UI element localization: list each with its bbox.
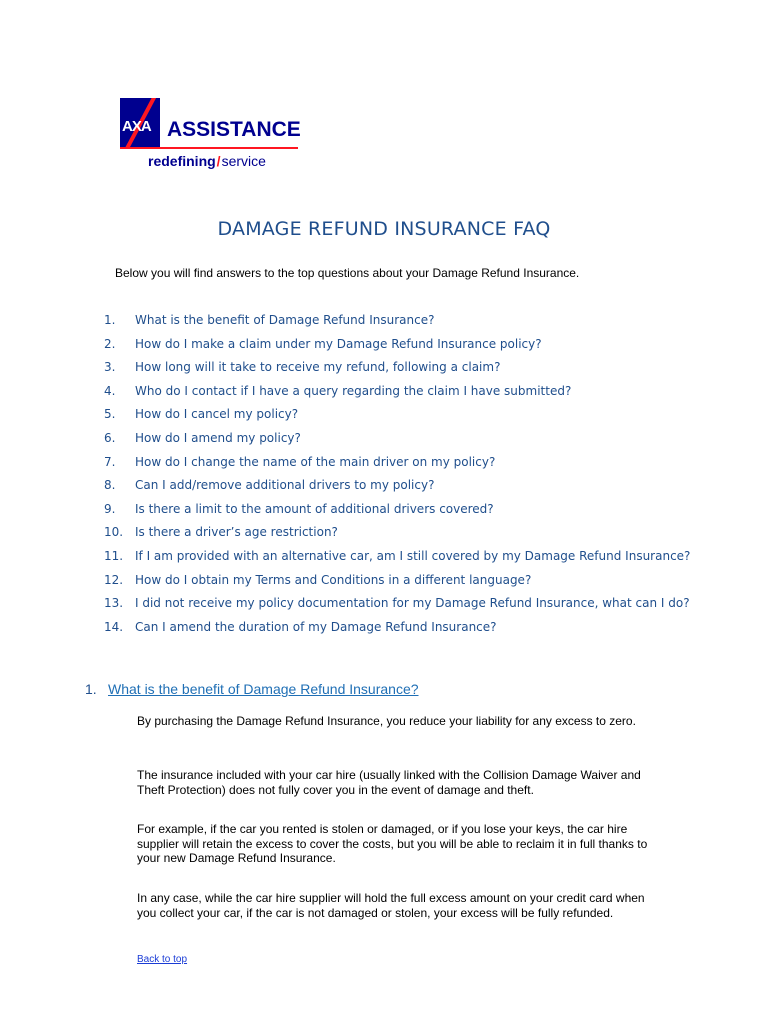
toc-item[interactable] <box>104 429 690 453</box>
toc-item[interactable] <box>104 571 690 595</box>
toc-item[interactable] <box>104 500 690 524</box>
toc-number: 11. <box>104 548 124 563</box>
axa-assistance-logo <box>120 98 300 173</box>
toc-number: 8. <box>104 478 116 493</box>
page-title: DAMAGE REFUND INSURANCE FAQ <box>217 218 551 240</box>
toc-number: 1. <box>104 313 116 327</box>
axa-logo-text: AXA <box>122 118 151 135</box>
toc-item[interactable] <box>104 618 690 642</box>
toc-question[interactable]: Is there a limit to the amount of additional drivers covered? <box>135 501 494 516</box>
toc-item[interactable] <box>104 594 690 618</box>
toc-item[interactable] <box>104 453 690 477</box>
answer-paragraph: In any case, while the car hire supplier will hold the full excess amount on your credit card when you collect your car, if the car is not damaged or stolen, your excess will be fully refunded. <box>137 891 645 920</box>
toc-number: 12. <box>104 572 124 587</box>
toc-question[interactable]: What is the benefit of Damage Refund Insurance? <box>135 313 435 327</box>
toc-number: 4. <box>104 383 116 398</box>
toc-question[interactable]: If I am provided with an alternative car, am I still covered by my Damage Refund Insurance? <box>135 548 691 563</box>
section-1-heading <box>85 681 419 697</box>
toc-number: 14. <box>104 619 124 634</box>
logo-divider <box>120 147 298 149</box>
toc-item[interactable] <box>104 523 690 547</box>
answer-paragraph: By purchasing the Damage Refund Insurance, you reduce your liability for any excess to zero. <box>137 714 636 728</box>
answer-paragraph: For example, if the car you rented is stolen or damaged, or if you lose your keys, the car hire supplier will retain the excess to cover the costs, but you will be able to reclaim it in full thanks to your new Damage Refund Insurance. <box>137 822 648 865</box>
toc-number: 13. <box>104 596 124 611</box>
intro-text: Below you will find answers to the top questions about your Damage Refund Insurance. <box>115 266 580 280</box>
faq-toc <box>104 311 690 641</box>
toc-question[interactable]: Who do I contact if I have a query regarding the claim I have submitted? <box>135 383 572 398</box>
toc-question[interactable]: Can I amend the duration of my Damage Refund Insurance? <box>135 619 497 634</box>
toc-item[interactable] <box>104 405 690 429</box>
back-to-top-link[interactable]: Back to top <box>137 954 188 965</box>
toc-item[interactable] <box>104 382 690 406</box>
toc-question[interactable]: How do I amend my policy? <box>135 430 301 445</box>
toc-number: 6. <box>104 430 116 445</box>
toc-item[interactable] <box>104 547 690 571</box>
toc-question[interactable]: How do I obtain my Terms and Conditions in a different language? <box>135 572 532 587</box>
toc-number: 7. <box>104 454 116 469</box>
toc-question[interactable]: Can I add/remove additional drivers to my policy? <box>135 478 435 493</box>
toc-question[interactable]: How long will it take to receive my refund, following a claim? <box>135 360 501 375</box>
toc-item[interactable] <box>104 311 690 335</box>
toc-item[interactable] <box>104 476 690 500</box>
toc-number: 10. <box>104 525 124 540</box>
toc-item[interactable] <box>104 335 690 359</box>
logo-tagline <box>148 153 266 169</box>
toc-number: 5. <box>104 407 116 422</box>
toc-number: 3. <box>104 360 116 375</box>
tagline-bold: redefining <box>148 153 216 169</box>
tagline-slash: / <box>216 153 221 169</box>
toc-number: 2. <box>104 336 116 351</box>
toc-item[interactable] <box>104 358 690 382</box>
toc-question[interactable]: I did not receive my policy documentation for my Damage Refund Insurance, what can I do? <box>135 596 690 611</box>
section-question-link[interactable]: What is the benefit of Damage Refund Insurance? <box>108 681 419 697</box>
tagline-rest: service <box>221 153 266 169</box>
toc-number: 9. <box>104 501 116 516</box>
toc-question[interactable]: How do I make a claim under my Damage Refund Insurance policy? <box>135 336 542 351</box>
section-number: 1. <box>85 681 97 697</box>
toc-question[interactable]: How do I cancel my policy? <box>135 407 299 422</box>
toc-question[interactable]: How do I change the name of the main driver on my policy? <box>135 454 496 469</box>
assistance-wordmark: ASSISTANCE <box>167 118 301 141</box>
toc-question[interactable]: Is there a driver’s age restriction? <box>135 525 338 540</box>
answer-paragraph: The insurance included with your car hire (usually linked with the Collision Damage Waiver and Theft Protection) does not fully cover you in the event of damage and theft. <box>137 768 641 797</box>
